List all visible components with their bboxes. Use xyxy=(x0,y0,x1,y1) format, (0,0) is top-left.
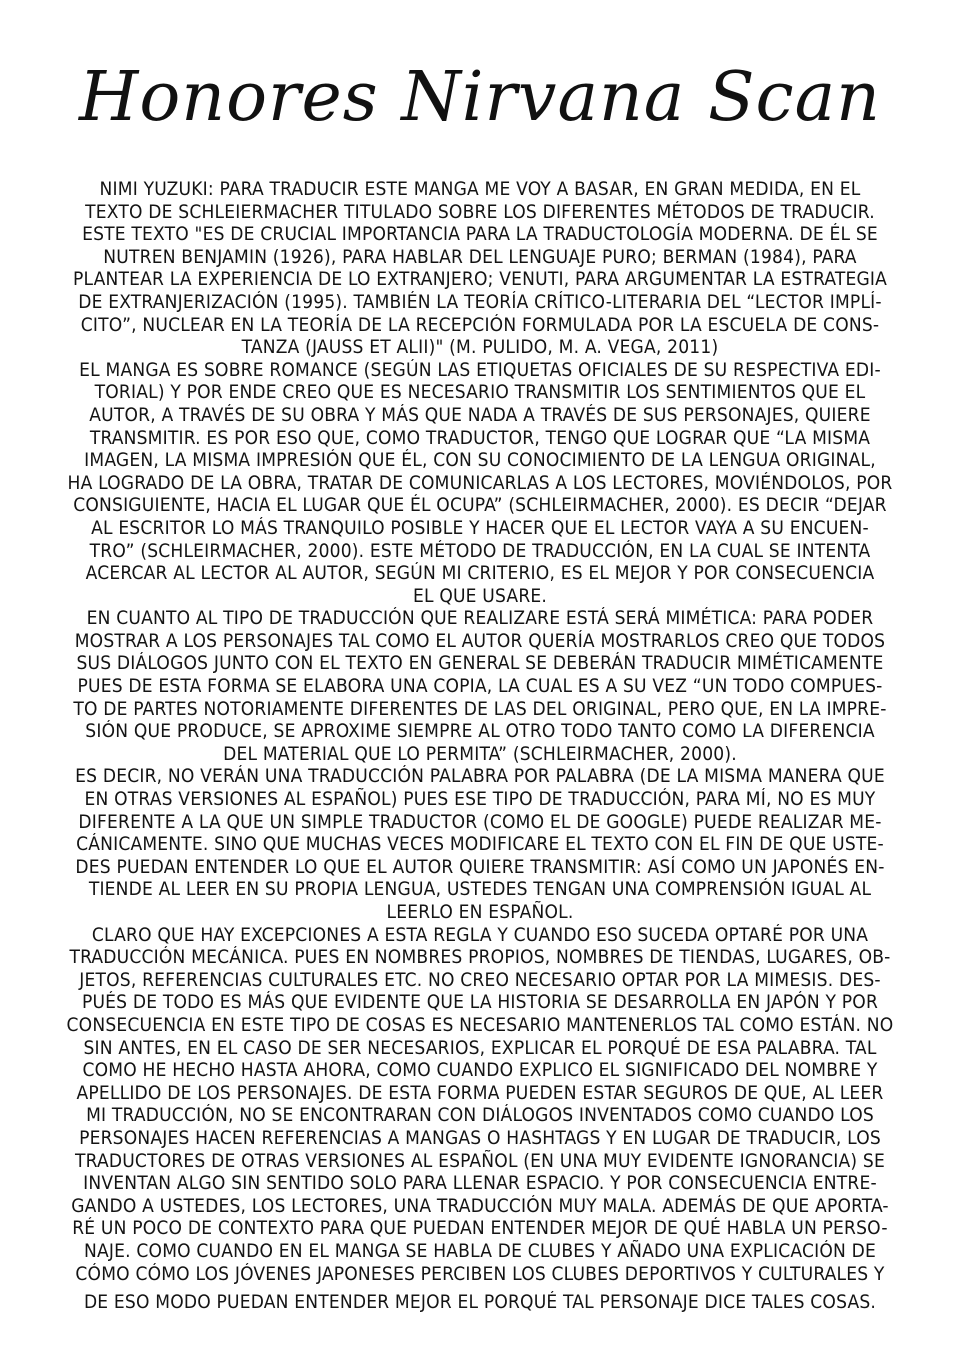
text-line: PERSONAJES HACEN REFERENCIAS A MANGAS O HASHTAGS Y EN LUGAR DE TRADUCIR, LOS xyxy=(79,1126,881,1149)
text-line: CONSECUENCIA EN ESTE TIPO DE COSAS ES NECESARIO MANTENERLOS TAL COMO ESTÁN. NO xyxy=(66,1013,894,1036)
text-line: EN OTRAS VERSIONES AL ESPAÑOL) PUES ESE TIPO DE TRADUCCIÓN, PARA MÍ, NO ES MUY xyxy=(84,788,876,811)
text-line: ACERCAR AL LECTOR AL AUTOR, SEGÚN MI CRITERIO, ES EL MEJOR Y POR CONSECUENCIA xyxy=(85,562,875,585)
text-line: DIFERENTE A LA QUE UN SIMPLE TRADUCTOR (COMO EL DE GOOGLE) PUEDE REALIZAR ME- xyxy=(78,810,882,833)
text-line: TEXTO DE SCHLEIERMACHER TITULADO SOBRE LOS DIFERENTES MÉTODOS DE TRADUCIR. xyxy=(85,200,875,223)
text-line: TRANSMITIR. ES POR ESO QUE, COMO TRADUCTOR, TENGO QUE LOGRAR QUE “LA MISMA xyxy=(89,426,871,449)
text-line: PUES DE ESTA FORMA SE ELABORA UNA COPIA, LA CUAL ES A SU VEZ “UN TODO COMPUES- xyxy=(77,675,883,698)
text-line: ES DECIR, NO VERÁN UNA TRADUCCIÓN PALABRA POR PALABRA (DE LA MISMA MANERA QUE xyxy=(75,765,885,788)
text-line: MOSTRAR A LOS PERSONAJES TAL COMO EL AUTOR QUERÍA MOSTRARLOS CREO QUE TODOS xyxy=(74,629,886,652)
text-line: TIENDE AL LEER EN SU PROPIA LENGUA, USTEDES TENGAN UNA COMPRENSIÓN IGUAL AL xyxy=(88,878,872,901)
text-line: DES PUEDAN ENTENDER LO QUE EL AUTOR QUIERE TRANSMITIR: ASÍ COMO UN JAPONÉS EN- xyxy=(75,855,885,878)
text-line: TRADUCTORES DE OTRAS VERSIONES AL ESPAÑOL (EN UNA MUY EVIDENTE IGNORANCIA) SE xyxy=(75,1149,885,1172)
text-line: HA LOGRADO DE LA OBRA, TRATAR DE COMUNICARLAS A LOS LECTORES, MOVIÉNDOLOS, POR xyxy=(67,471,893,494)
text-line: JETOS, REFERENCIAS CULTURALES ETC. NO CREO NECESARIO OPTAR POR LA MIMESIS. DES- xyxy=(79,968,881,991)
text-line: DE EXTRANJERIZACIÓN (1995). TAMBIÉN LA TEORÍA CRÍTICO-LITERARIA DEL “LECTOR IMPLÍ- xyxy=(78,290,882,313)
text-line: EN CUANTO AL TIPO DE TRADUCCIÓN QUE REALIZARE ESTÁ SERÁ MIMÉTICA: PARA PODER xyxy=(86,607,874,630)
text-line: TANZA (JAUSS ET ALII)" (M. PULIDO, M. A. VEGA, 2011) xyxy=(241,336,719,359)
text-line: COMO HE HECHO HASTA AHORA, COMO CUANDO EXPLICO EL SIGNIFICADO DEL NOMBRE Y xyxy=(82,1059,878,1082)
text-line: CÁNICAMENTE. SINO QUE MUCHAS VECES MODIFICARE EL TEXTO CON EL FIN DE QUE USTE- xyxy=(76,833,884,856)
text-line: CLARO QUE HAY EXCEPCIONES A ESTA REGLA Y CUANDO ESO SUCEDA OPTARÉ POR UNA xyxy=(91,923,869,946)
text-line: PUÉS DE TODO ES MÁS QUE EVIDENTE QUE LA HISTORIA SE DESARROLLA EN JAPÓN Y POR xyxy=(81,991,879,1014)
text-line: DE ESO MODO PUEDAN ENTENDER MEJOR EL PORQUÉ TAL PERSONAJE DICE TALES COSAS. xyxy=(83,1291,877,1314)
text-line: TRO” (SCHLEIRMACHER, 2000). ESTE MÉTODO DE TRADUCCIÓN, EN LA CUAL SE INTENTA xyxy=(89,539,871,562)
page-title: Honores Nirvana Scan xyxy=(79,58,881,137)
text-line: NUTREN BENJAMIN (1926), PARA HABLAR DEL LENGUAJE PURO; BERMAN (1984), PARA xyxy=(103,245,857,268)
text-line: SIÓN QUE PRODUCE, SE APROXIME SIEMPRE AL OTRO TODO TANTO COMO LA DIFERENCIA xyxy=(85,720,875,743)
text-line: GANDO A USTEDES, LOS LECTORES, UNA TRADUCCIÓN MUY MALA. ADEMÁS DE QUE APORTA- xyxy=(71,1194,889,1217)
text-line: CONSIGUIENTE, HACIA EL LUGAR QUE ÉL OCUPA” (SCHLEIRMACHER, 2000). ES DECIR “DEJAR xyxy=(73,494,887,517)
text-line: AUTOR, A TRAVÉS DE SU OBRA Y MÁS QUE NADA A TRAVÉS DE SUS PERSONAJES, QUIERE xyxy=(89,403,871,426)
text-line: SIN ANTES, EN EL CASO DE SER NECESARIOS, EXPLICAR EL PORQUÉ DE ESA PALABRA. TAL xyxy=(83,1036,877,1059)
body-text xyxy=(40,178,920,1314)
text-line: RÉ UN POCO DE CONTEXTO PARA QUE PUEDAN ENTENDER MEJOR DE QUÉ HABLA UN PERSO- xyxy=(72,1217,888,1240)
text-line: TO DE PARTES NOTORIAMENTE DIFERENTES DE LAS DEL ORIGINAL, PERO QUE, EN LA IMPRE- xyxy=(73,697,887,720)
text-line: NAJE. COMO CUANDO EN EL MANGA SE HABLA DE CLUBES Y AÑADO UNA EXPLICACIÓN DE xyxy=(84,1239,876,1262)
text-line: TRADUCCIÓN MECÁNICA. PUES EN NOMBRES PROPIOS, NOMBRES DE TIENDAS, LUGARES, OB- xyxy=(69,946,891,969)
text-line: IMAGEN, LA MISMA IMPRESIÓN QUE ÉL, CON SU CONOCIMIENTO DE LA LENGUA ORIGINAL, xyxy=(84,449,876,472)
text-line: PLANTEAR LA EXPERIENCIA DE LO EXTRANJERO; VENUTI, PARA ARGUMENTAR LA ESTRATEGIA xyxy=(72,268,888,291)
text-line: AL ESCRITOR LO MÁS TRANQUILO POSIBLE Y HACER QUE EL LECTOR VAYA A SU ENCUEN- xyxy=(91,516,869,539)
text-line: CITO”, NUCLEAR EN LA TEORÍA DE LA RECEPCIÓN FORMULADA POR LA ESCUELA DE CONS- xyxy=(80,313,880,336)
text-line: CÓMO CÓMO LOS JÓVENES JAPONESES PERCIBEN LOS CLUBES DEPORTIVOS Y CULTURALES Y xyxy=(75,1262,885,1285)
text-line: EL QUE USARE. xyxy=(412,584,548,607)
text-line: SUS DIÁLOGOS JUNTO CON EL TEXTO EN GENERAL SE DEBERÁN TRADUCIR MIMÉTICAMENTE xyxy=(76,652,884,675)
text-line: MI TRADUCCIÓN, NO SE ENCONTRARAN CON DIÁLOGOS INVENTADOS COMO CUANDO LOS xyxy=(86,1104,874,1127)
text-line: DEL MATERIAL QUE LO PERMITA” (SCHLEIRMACHER, 2000). xyxy=(223,742,737,765)
text-line: LEERLO EN ESPAÑOL. xyxy=(386,901,574,923)
text-line: INVENTAN ALGO SIN SENTIDO SOLO PARA LLENAR ESPACIO. Y POR CONSECUENCIA ENTRE- xyxy=(83,1172,877,1195)
text-line: APELLIDO DE LOS PERSONAJES. DE ESTA FORMA PUEDEN ESTAR SEGUROS DE QUE, AL LEER xyxy=(76,1081,884,1104)
text-line: EL MANGA ES SOBRE ROMANCE (SEGÚN LAS ETIQUETAS OFICIALES DE SU RESPECTIVA EDI- xyxy=(79,358,881,381)
text-line: TORIAL) Y POR ENDE CREO QUE ES NECESARIO TRANSMITIR LOS SENTIMIENTOS QUE EL xyxy=(94,381,866,404)
text-line: ESTE TEXTO "ES DE CRUCIAL IMPORTANCIA PARA LA TRADUCTOLOGÍA MODERNA. DE ÉL SE xyxy=(82,223,878,246)
text-line: NIMI YUZUKI: PARA TRADUCIR ESTE MANGA ME VOY A BASAR, EN GRAN MEDIDA, EN EL xyxy=(99,178,861,200)
